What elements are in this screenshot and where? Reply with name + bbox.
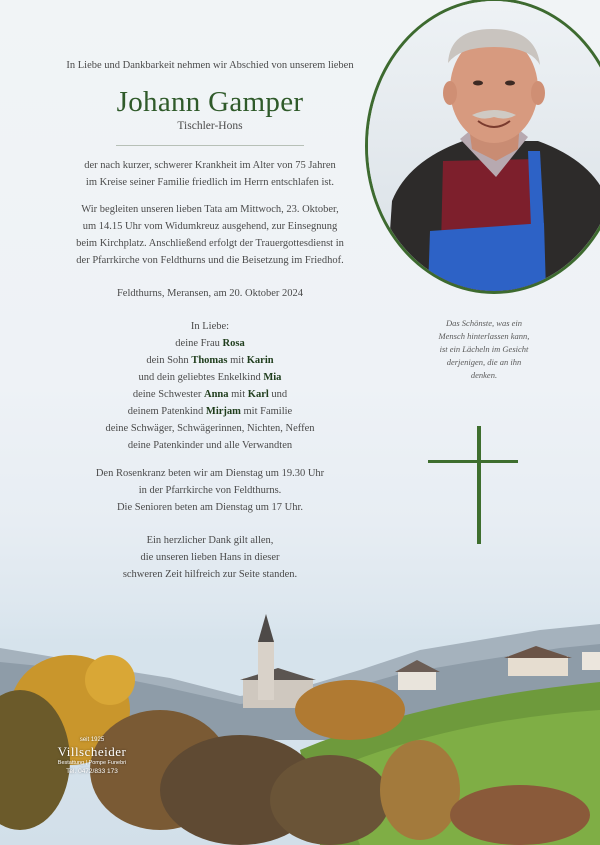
cross-icon	[428, 426, 518, 544]
mourner-relation: und dein geliebtes Enkelkind	[138, 372, 264, 383]
thanks-text	[20, 532, 400, 583]
logo-subtitle: Bestattung | Pompe Funebri	[57, 760, 127, 766]
mourner-name: Thomas	[191, 355, 228, 366]
thanks-line: schweren Zeit hilfreich zur Seite standen.	[122, 569, 298, 580]
funeral-line: Wir begleiten unseren lieben Tata am Mittwoch, 23. Oktober,	[81, 204, 339, 215]
funeral-home-logo	[47, 736, 137, 776]
mourner-connector: mit	[227, 355, 247, 366]
mourner-name: Anna	[204, 389, 229, 400]
mourners-list	[20, 318, 400, 454]
funeral-details	[20, 201, 400, 269]
death-line: im Kreise seiner Familie friedlich im Herrn entschlafen ist.	[85, 177, 335, 188]
quote-line: derjenigen, die an ihn	[446, 357, 522, 367]
thanks-line: die unseren lieben Hans in dieser	[140, 552, 280, 563]
rosary-line: Die Senioren beten am Dienstag um 17 Uhr.	[116, 502, 304, 513]
mourner-name: Karl	[247, 389, 269, 400]
death-line: der nach kurzer, schwerer Krankheit im Alter von 75 Jahren	[84, 160, 336, 171]
portrait-photo	[365, 0, 600, 294]
rosary-info	[20, 465, 400, 516]
divider	[116, 145, 304, 146]
quote-line: denken.	[470, 370, 498, 380]
logo-phone: Tel. 0472/833 173	[66, 768, 118, 775]
deceased-nickname: Tischler-Hons	[177, 120, 243, 132]
mourner-connector: mit Familie	[240, 406, 293, 417]
logo-since: seit 1925	[79, 737, 105, 743]
quote-line: ist ein Lächeln im Gesicht	[439, 344, 529, 354]
mourner-relation: dein Sohn	[146, 355, 192, 366]
quote-line: Das Schönste, was ein	[445, 318, 523, 328]
intro-text: In Liebe und Dankbarkeit nehmen wir Abschied von unserem lieben	[66, 60, 354, 71]
place-date: Feldthurns, Meransen, am 20. Oktober 2024	[116, 288, 304, 299]
death-announcement	[20, 157, 400, 191]
mourner-relation: deine Frau	[175, 338, 223, 349]
mourner-connector: mit	[228, 389, 248, 400]
portrait-illustration	[368, 1, 600, 291]
mourner-line	[20, 335, 400, 352]
rosary-line: in der Pfarrkirche von Feldthurns.	[138, 485, 282, 496]
mourner-line	[20, 369, 400, 386]
quote-line: Mensch hinterlassen kann,	[438, 331, 530, 341]
memorial-quote	[430, 317, 538, 382]
mourner-name: Karin	[246, 355, 274, 366]
mourner-relation: deine Schwester	[132, 389, 204, 400]
mourner-name: Mirjam	[205, 406, 241, 417]
funeral-line: der Pfarrkirche von Feldthurns und die Beisetzung im Friedhof.	[76, 255, 344, 266]
rosary-line: Den Rosenkranz beten wir am Dienstag um 19.30 Uhr	[95, 468, 325, 479]
mourner-line: deine Schwäger, Schwägerinnen, Nichten, Neffen	[105, 423, 315, 434]
mourner-connector: und	[268, 389, 288, 400]
mourner-name: Mia	[263, 372, 282, 383]
mourner-line	[20, 386, 400, 403]
funeral-line: um 14.15 Uhr vom Widumkreuz ausgehend, zur Einsegnung	[82, 221, 338, 232]
mourner-line: deine Patenkinder und alle Verwandten	[127, 440, 293, 451]
mourner-line	[20, 352, 400, 369]
mourner-relation: deinem Patenkind	[127, 406, 206, 417]
deceased-name: Johann Gamper	[116, 86, 304, 118]
mourner-line	[20, 403, 400, 420]
thanks-line: Ein herzlicher Dank gilt allen,	[146, 535, 274, 546]
funeral-line: beim Kirchplatz. Anschließend erfolgt der Trauergottesdienst in	[76, 238, 344, 249]
mourners-heading: In Liebe:	[190, 321, 230, 332]
mourner-name: Rosa	[222, 338, 245, 349]
landscape-image	[0, 600, 600, 845]
logo-brand: Villscheider	[57, 744, 127, 759]
